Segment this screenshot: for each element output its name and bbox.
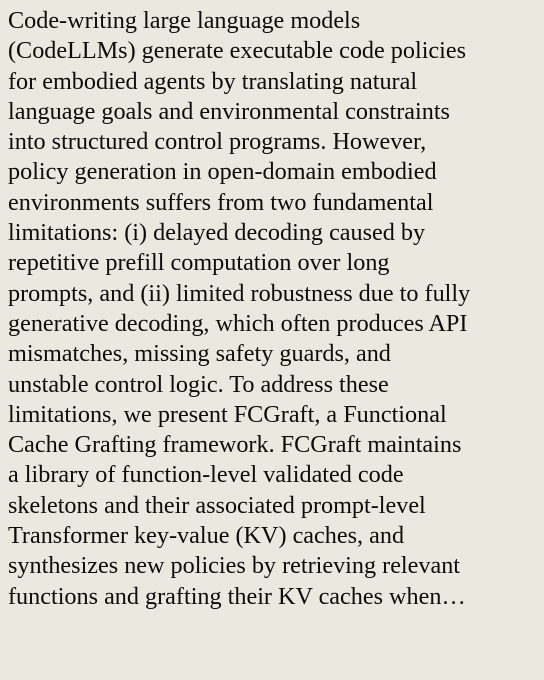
abstract-line-12: mismatches, missing safety guards, and	[8, 340, 391, 368]
abstract-line-8: limitations: (i) delayed decoding caused by	[8, 219, 426, 247]
abstract-line-6: policy generation in open-domain embodied	[8, 158, 437, 186]
abstract-line-2: (CodeLLMs) generate executable code policies	[8, 37, 467, 65]
abstract-line-5: into structured control programs. However,	[8, 128, 427, 156]
abstract-line-10: prompts, and (ii) limited robustness due to fully	[8, 279, 471, 307]
abstract-text-block	[8, 6, 536, 612]
abstract-line-19: synthesizes new policies by retrieving relevant	[8, 552, 461, 580]
abstract-line-20: functions and grafting their KV caches when…	[8, 582, 466, 610]
abstract-line-15: Cache Grafting framework. FCGraft maintains	[8, 431, 462, 459]
abstract-line-7: environments suffers from two fundamental	[8, 188, 434, 216]
abstract-line-3: for embodied agents by translating natural	[8, 67, 418, 95]
abstract-line-11: generative decoding, which often produces API	[8, 309, 468, 337]
abstract-line-16: a library of function-level validated code	[8, 461, 404, 489]
abstract-line-17: skeletons and their associated prompt-level	[8, 491, 426, 519]
abstract-line-1: Code-writing large language models	[8, 7, 361, 34]
abstract-line-18: Transformer key-value (KV) caches, and	[8, 522, 405, 550]
abstract-line-14: limitations, we present FCGraft, a Functional	[8, 400, 447, 428]
abstract-line-9: repetitive prefill computation over long	[8, 249, 390, 277]
abstract-line-4: language goals and environmental constraints	[8, 97, 450, 125]
abstract-line-13: unstable control logic. To address these	[8, 370, 389, 398]
